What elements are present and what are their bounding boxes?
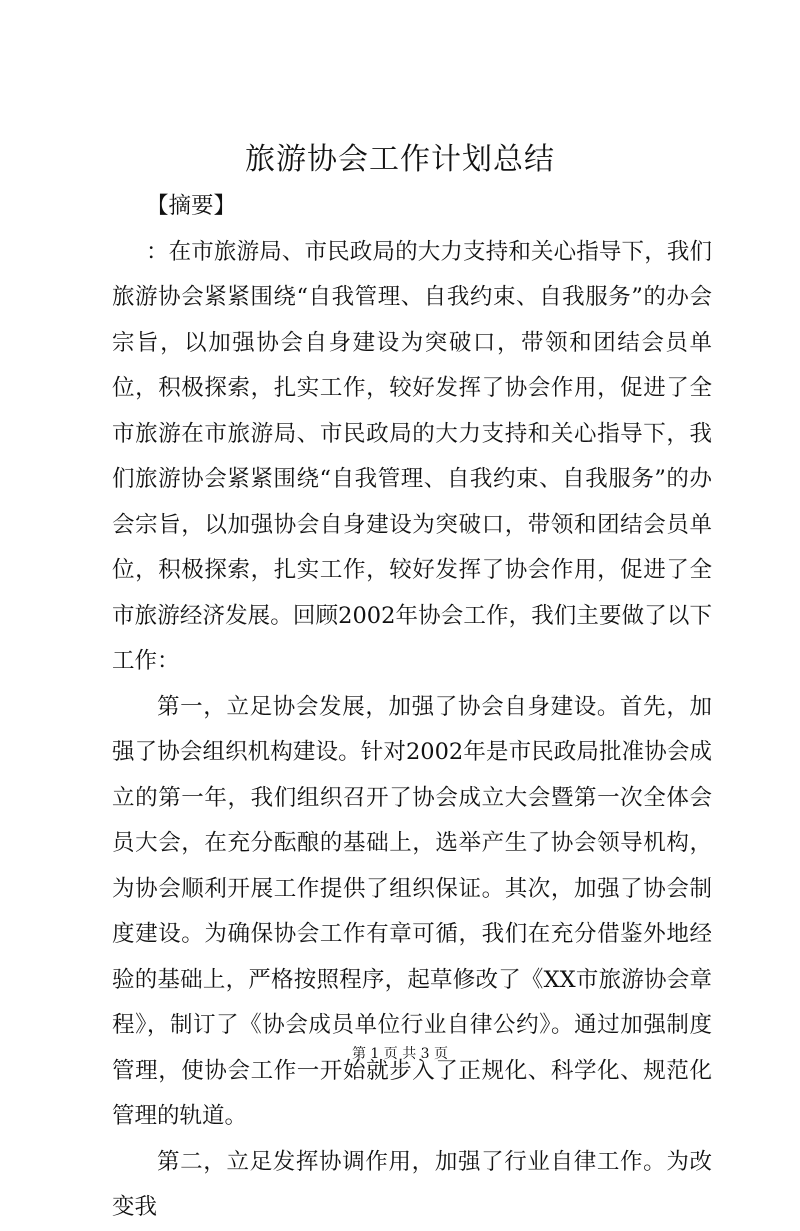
paragraph-abstract: ：在市旅游局、市民政局的大力支持和关心指导下，我们旅游协会紧紧围绕“自我管理、自我约束、自我服务”的办会宗旨，以加强协会自身建设为突破口，带领和团结会员单位，积极探索，扎实工作，较好发挥了协会作用，促进了全市旅游在市旅游局、市民政局的大力支持和关心指导下，我们旅游协会紧紧围绕“自我管理、自我约束、自我服务”的办会宗旨，以加强协会自身建设为突破口，带领和团结会员单位，积极探索，扎实工作，较好发挥了协会作用，促进了全市旅游经济发展。回顾2002年协会工作，我们主要做了以下工作： <box>112 238 712 674</box>
abstract-label: 【摘要】 <box>146 193 237 219</box>
document-body <box>112 184 712 1231</box>
document-title: 旅游协会工作计划总结 <box>245 142 555 177</box>
page-footer <box>0 1044 800 1064</box>
paragraph-first: 第一，立足协会发展，加强了协会自身建设。首先，加强了协会组织机构建设。针对2002年是市民政局批准协会成立的第一年，我们组织召开了协会成立大会暨第一次全体会员大会，在充分酝酿的基础上，选举产生了协会领导机构，为协会顺利开展工作提供了组织保证。其次，加强了协会制度建设。为确保协会工作有章可循，我们在充分借鉴外地经验的基础上，严格按照程序，起草修改了《XX市旅游协会章程》，制订了《协会成员单位行业自律公约》。通过加强制度管理，使协会工作一开始就步入了正规化、科学化、规范化管理的轨道。 <box>112 693 712 1129</box>
page-number-label: 第 1 页 共 3 页 <box>351 1046 449 1062</box>
paragraph-second: 第二，立足发挥协调作用，加强了行业自律工作。为改变我 <box>112 1148 712 1220</box>
